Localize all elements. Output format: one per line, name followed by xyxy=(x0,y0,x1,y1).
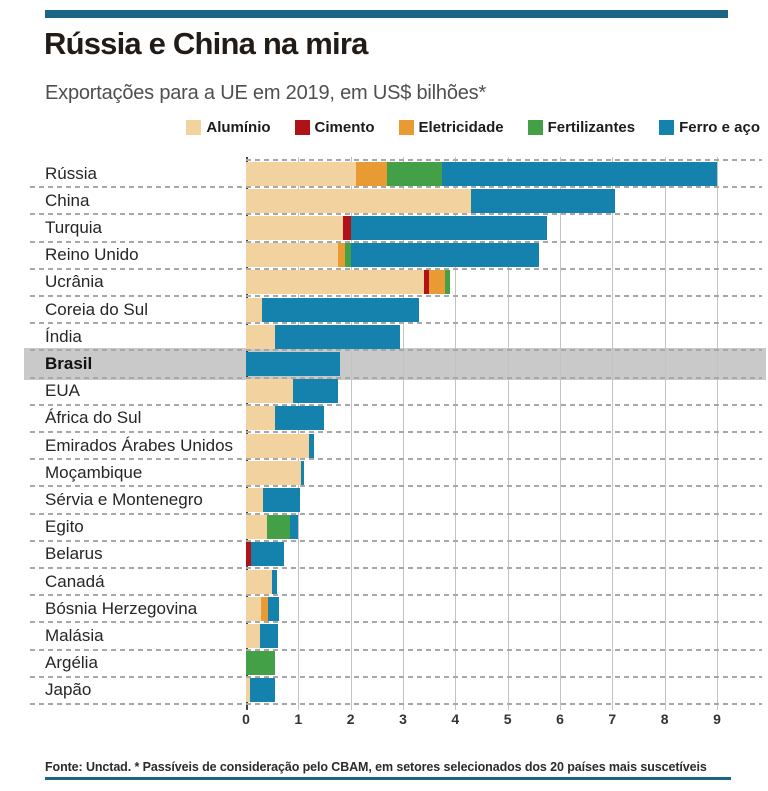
category-label: Argélia xyxy=(45,653,98,673)
bar-segment-ferro-e-a-o xyxy=(250,678,275,702)
category-label: Sérvia e Montenegro xyxy=(45,489,203,509)
source-note: Fonte: Unctad. * Passíveis de consideração pelo CBAM, em setores selecionados dos 20 países mais suscetíveis xyxy=(45,760,707,774)
stacked-bar xyxy=(246,243,539,267)
x-tick-label: 0 xyxy=(242,711,250,727)
stacked-bar xyxy=(246,379,338,403)
x-tick-label: 2 xyxy=(346,711,355,727)
category-label: Reino Unido xyxy=(45,245,139,265)
x-tick-label: 1 xyxy=(294,711,303,727)
bar-segment-eletricidade xyxy=(429,270,445,294)
bar-segment-alum-nio xyxy=(246,162,356,186)
stacked-bar xyxy=(246,406,324,430)
category-label: Índia xyxy=(45,326,82,346)
row-separator-dashed-line xyxy=(30,377,762,379)
category-label: Egito xyxy=(45,517,84,537)
legend-label: Eletricidade xyxy=(418,119,504,136)
bar-segment-ferro-e-a-o xyxy=(263,488,300,512)
bar-segment-ferro-e-a-o xyxy=(268,597,278,621)
legend-swatch-icon xyxy=(186,120,201,135)
stacked-bar xyxy=(246,189,615,213)
bar-segment-eletricidade xyxy=(338,243,346,267)
stacked-bar xyxy=(246,488,300,512)
bar-segment-ferro-e-a-o xyxy=(251,542,283,566)
x-tick-label: 3 xyxy=(399,711,407,727)
legend-label: Fertilizantes xyxy=(547,119,636,136)
bar-segment-alum-nio xyxy=(246,624,260,648)
category-label: África do Sul xyxy=(45,408,142,428)
bar-segment-ferro-e-a-o xyxy=(290,515,298,539)
bar-segment-alum-nio xyxy=(246,270,424,294)
bar-segment-ferro-e-a-o xyxy=(301,461,304,485)
bar-segment-alum-nio xyxy=(246,570,272,594)
stacked-bar xyxy=(246,624,278,648)
bar-segment-ferro-e-a-o xyxy=(275,406,325,430)
bar-segment-ferro-e-a-o xyxy=(351,216,547,240)
legend-item xyxy=(399,119,504,136)
bar-segment-ferro-e-a-o xyxy=(275,325,401,349)
legend-label: Ferro e aço xyxy=(679,119,760,136)
bar-segment-alum-nio xyxy=(246,434,309,458)
chart-legend xyxy=(186,119,760,136)
category-label: Belarus xyxy=(45,544,103,564)
category-label: Moçambique xyxy=(45,462,143,482)
bar-segment-cimento xyxy=(343,216,351,240)
x-tick-label: 4 xyxy=(451,711,460,727)
stacked-bar xyxy=(246,434,314,458)
legend-swatch-icon xyxy=(295,120,310,135)
bar-segment-alum-nio xyxy=(246,243,338,267)
bar-segment-ferro-e-a-o xyxy=(293,379,337,403)
bar-segment-ferro-e-a-o xyxy=(272,570,277,594)
legend-swatch-icon xyxy=(399,120,414,135)
x-tick-label: 6 xyxy=(556,711,564,727)
legend-item xyxy=(659,119,760,136)
stacked-bar xyxy=(246,515,298,539)
category-label: Brasil xyxy=(45,353,93,373)
category-label: Bósnia Herzegovina xyxy=(45,598,198,618)
row-separator-dashed-line xyxy=(30,540,762,542)
category-label: Emirados Árabes Unidos xyxy=(45,435,234,455)
category-label: Malásia xyxy=(45,625,104,645)
bar-segment-ferro-e-a-o xyxy=(246,352,340,376)
legend-label: Cimento xyxy=(314,119,375,136)
category-label: Japão xyxy=(45,680,92,700)
bar-segment-fertilizantes xyxy=(445,270,450,294)
stacked-bar xyxy=(246,597,279,621)
footer-rule xyxy=(45,777,731,780)
bar-segment-eletricidade xyxy=(261,597,269,621)
stacked-bar xyxy=(246,651,275,675)
bar-segment-alum-nio xyxy=(246,488,263,512)
category-label: China xyxy=(45,190,90,210)
legend-item xyxy=(295,119,375,136)
bar-segment-fertilizantes xyxy=(246,651,275,675)
stacked-bar xyxy=(246,270,450,294)
bar-segment-eletricidade xyxy=(356,162,387,186)
bar-segment-alum-nio xyxy=(246,515,267,539)
x-tick-label: 5 xyxy=(503,711,512,727)
legend-swatch-icon xyxy=(659,120,674,135)
category-label: Turquia xyxy=(45,217,103,237)
x-tick-label: 9 xyxy=(713,711,721,727)
bar-segment-ferro-e-a-o xyxy=(309,434,314,458)
category-label: EUA xyxy=(45,381,80,401)
row-separator-dashed-line xyxy=(30,676,762,678)
stacked-bar xyxy=(246,461,304,485)
stacked-bar xyxy=(246,162,717,186)
row-separator-dashed-line xyxy=(30,349,762,351)
stacked-bar xyxy=(246,352,340,376)
header-accent-bar xyxy=(45,10,728,18)
category-label: Ucrânia xyxy=(45,272,104,292)
legend-swatch-icon xyxy=(528,120,543,135)
stacked-bar xyxy=(246,216,547,240)
legend-label: Alumínio xyxy=(206,119,271,136)
legend-item xyxy=(528,119,636,136)
bar-segment-ferro-e-a-o xyxy=(260,624,278,648)
stacked-bar xyxy=(246,298,419,322)
bar-segment-alum-nio xyxy=(246,461,301,485)
page-subtitle: Exportações para a UE em 2019, em US$ bilhões* xyxy=(45,82,487,104)
bar-segment-ferro-e-a-o xyxy=(471,189,615,213)
stacked-bar xyxy=(246,678,275,702)
bar-segment-ferro-e-a-o xyxy=(262,298,419,322)
bar-segment-fertilizantes xyxy=(267,515,291,539)
bar-segment-alum-nio xyxy=(246,597,261,621)
chart-area xyxy=(0,160,768,704)
stacked-bar xyxy=(246,570,277,594)
bar-segment-ferro-e-a-o xyxy=(442,162,717,186)
bar-segment-alum-nio xyxy=(246,406,275,430)
page-title: Rússia e China na mira xyxy=(44,26,368,61)
category-label: Rússia xyxy=(45,163,97,183)
highlight-band xyxy=(24,348,766,379)
x-tick-label: 7 xyxy=(608,711,617,727)
bar-segment-alum-nio xyxy=(246,189,471,213)
stacked-bar xyxy=(246,325,400,349)
legend-item xyxy=(186,119,270,136)
x-axis xyxy=(0,704,768,730)
row-separator-dashed-line xyxy=(30,567,762,569)
bar-segment-ferro-e-a-o xyxy=(351,243,539,267)
category-label: Coreia do Sul xyxy=(45,299,149,319)
category-label: Canadá xyxy=(45,571,105,591)
bar-segment-alum-nio xyxy=(246,216,343,240)
bar-segment-alum-nio xyxy=(246,325,275,349)
row-separator-dashed-line xyxy=(30,649,762,651)
x-tick-label: 8 xyxy=(660,711,669,727)
bar-segment-fertilizantes xyxy=(387,162,442,186)
bar-segment-alum-nio xyxy=(246,298,262,322)
bar-segment-alum-nio xyxy=(246,379,293,403)
stacked-bar xyxy=(246,542,284,566)
